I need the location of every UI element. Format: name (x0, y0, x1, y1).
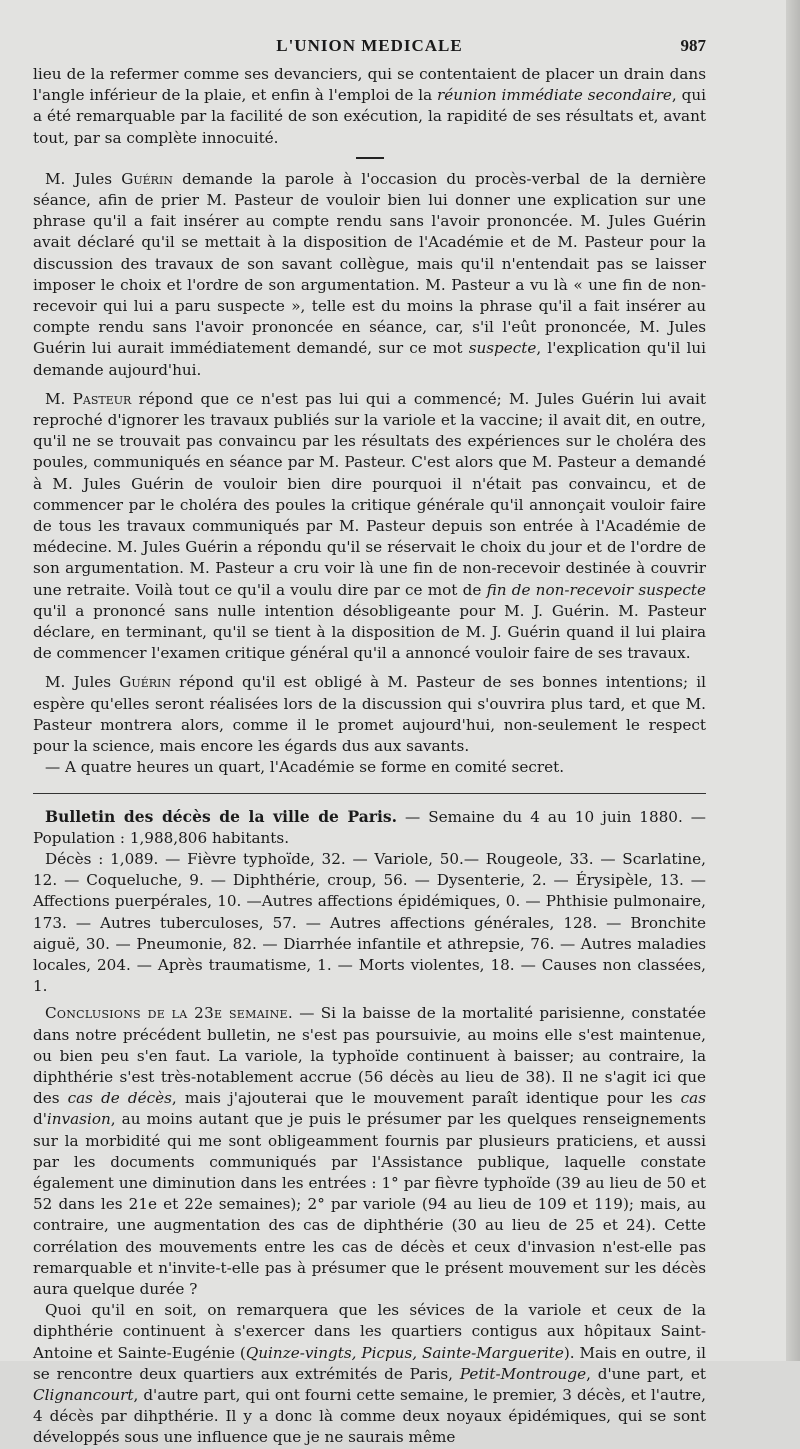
text-run: , au moins autant que je puis le présumer par les quelques renseignements sur la morbidité qui me sont obligeamment fournis par plusieurs praticiens, et aussi par les documents communiqués par l'Assistance publique, laquelle constate également une diminution dans les entrées : 1° par fièvre typhoïde (39 au lieu de 50 et 52 dans les 21e et 22e semaines); 2° par variole (94 au lieu de 109 et 119); mais, au contraire, une augmentation des cas de diphthérie (30 au lieu de 25 et 24). Cette corrélation des mouvements entre les cas de décès et ceux d'invasion n'est-elle pas remarquable et n'invite-t-elle pas à présumer que le présent mouvement sur les décès aura quelque durée ? (33, 1110, 706, 1298)
running-title: L'UNION MEDICALE (276, 36, 463, 55)
text-run: — Si la baisse de la mortalité parisienne, constatée dans notre précédent bulletin, ne s'est pas poursuivie, au moins elle s'est maintenue, ou bien peu s'en faut. La variole, la typhoïde continuent à baisser; au contraire, la diphthérie s'est très-notablement accrue (56 décès au lieu de 38). Il ne s'agit ici que des (33, 1004, 706, 1108)
bulletin-title: Bulletin des décès de la ville de Paris. (45, 806, 397, 826)
text-run: ). Mais en outre, il se rencontre deux quartiers aux extrémités de Paris, (33, 1343, 706, 1383)
text-run: lieu de la refermer comme ses devanciers, qui se contentaient de placer un drain dans l'angle inférieur de la plaie, et enfin à l'emploi de la (33, 65, 706, 105)
page-gutter (786, 0, 800, 1361)
italic-term: cas (680, 1089, 707, 1108)
text-run: , mais j'ajouterai que le mouvement paraît identique pour les (171, 1089, 681, 1108)
text-run: M. (45, 389, 73, 408)
paragraph-quarters (33, 1300, 706, 1448)
italic-term: suspecte (468, 339, 537, 358)
italic-term: réunion immédiate secondaire (437, 86, 672, 105)
speaker-name: Guérin (119, 673, 171, 692)
text-run: qu'il a prononcé sans nulle intention désobligeante pour M. J. Guérin. M. Pasteur déclare, en terminant, qu'il se tient à la disposition de M. J. Guérin quand il lui plaira de commencer l'examen critique général qu'il a annoncé vouloir faire de ses travaux. (33, 601, 706, 663)
bulletin-heading (33, 806, 706, 849)
horizontal-rule (33, 793, 706, 794)
text-run: répond qu'il est obligé à M. Pasteur de ses bonnes intentions; il espère qu'elles seront réalisées lors de la discussion qui s'ouvrira plus tard, et que M. Pasteur montrera alors, comme il le promet aujourd'hui, non-seulement le respect pour la science, mais encore les égards dus aux savants. (33, 673, 707, 756)
text-run: répond que ce n'est pas lui qui a commencé; M. Jules Guérin lui avait reproché d'ignorer les travaux publiés sur la variole et la vaccine; il avait dit, en outre, qu'il ne se trouvait pas convaincu par les résultats des expériences sur le choléra des poules, communiqués en séance par M. Pasteur. C'est alors que M. Pasteur a demandé à M. Jules Guérin de vouloir bien dire pourquoi il n'était pas convaincu, et de commencer par le choléra des poules la critique générale qu'il annonçait vouloir faire de tous les travaux communiqués par M. Pasteur depuis son entrée à l'Académie de médecine. M. Jules Guérin a répondu qu'il se réservait le choix du jour et de l'ordre de son argumentation. M. Pasteur a cru voir là une fin de non-recevoir destinée à couvrir une retraite. Voilà tout ce qu'il a voulu dire par ce mot de (33, 389, 706, 599)
section-separator (356, 157, 384, 159)
page-header (33, 28, 706, 64)
text-run: — Semaine du 4 au 10 juin 1880. — Population : 1,988,806 habitants. (33, 807, 706, 847)
italic-term: cas de décès (67, 1089, 172, 1108)
page-number: 987 (680, 36, 706, 55)
paragraph-guerin-request (33, 169, 706, 381)
text-run: Quoi qu'il en soit, on remarquera que les sévices de la variole et ceux de la diphthérie continuent à s'exercer dans les quartiers contigus aux hôpitaux Saint-Antoine et Sainte-Eugénie ( (33, 1301, 706, 1362)
italic-term: Petit-Montrouge (459, 1364, 587, 1383)
text-run: , l'explication qu'il lui demande aujourd'hui. (33, 339, 706, 379)
paragraph-guerin-reply (33, 672, 706, 757)
paragraph-secret-committee: — A quatre heures un quart, l'Académie se forme en comité secret. (45, 758, 565, 777)
italic-term: Quinze-vingts, Picpus, Sainte-Marguerite (245, 1343, 564, 1362)
text-run: , d'une part, et (586, 1364, 706, 1383)
italic-term: fin de non-recevoir suspecte (486, 580, 707, 599)
paragraph-pasteur-reply (33, 389, 706, 665)
italic-term: invasion (46, 1110, 111, 1129)
speaker-name: Guérin (121, 169, 173, 188)
speaker-name: Pasteur (72, 389, 132, 408)
text-run: demande la parole à l'occasion du procès-verbal de la dernière séance, afin de prier M. Pasteur de vouloir bien lui donner une explication sur une phrase qu'il a fait insérer au compte rendu sans l'avoir prononcée. M. Jules Guérin avait déclaré qu'il se mettait à la disposition de l'Académie et de M. Pasteur pour la discussion des travaux de son savant collègue, mais qu'il n'entendait pas se laisser imposer le choix et l'ordre de son argumentation. M. Pasteur a vu là « une fin de non-recevoir qui lui a paru suspecte », telle est du moins la phrase qu'il a fait insérer au compte rendu sans l'avoir prononcée en séance, car, s'il l'eût prononcée, M. Jules Guérin lui aurait immédiatement demandé, sur ce mot (33, 169, 706, 358)
italic-term: Clignancourt (33, 1385, 134, 1404)
body-text (33, 64, 706, 1449)
text-run: M. Jules (45, 673, 120, 692)
deaths-list: Décès : 1,089. — Fièvre typhoïde, 32. — Variole, 50.— Rougeole, 33. — Scarlatine, 12. — Coqueluche, 9. — Diphthérie, croup, 56. — Dysenterie, 2. — Érysipèle, 13. — Affections puerpérales, 10. —Autres affections épidémiques, 0. — Phthisie pulmonaire, 173. — Autres tuberculoses, 57. — Autres affections générales, 128. — Bronchite aiguë, 30. — Pneumonie, 82. — Diarrhée infantile et athrepsie, 76. — Autres maladies locales, 204. — Après traumatisme, 1. — Morts violentes, 18. — Causes non classées, 1. (33, 849, 706, 996)
text-run: , qui a été remarquable par la facilité de son exécution, la rapidité de ses résultats et, avant tout, par sa complète innocuité. (33, 86, 706, 147)
paragraph-conclusions (33, 1003, 706, 1300)
paragraph-closing-previous (33, 64, 706, 149)
text-run: , d'autre part, qui ont fourni cette semaine, le premier, 3 décès, et l'autre, 4 décès par dihpthérie. Il y a donc là comme deux noyaux épidémiques, qui se sont développés sous une influence que je ne saurais même (33, 1385, 706, 1447)
text-run: d' (33, 1110, 47, 1129)
text-run: M. Jules (45, 169, 122, 188)
conclusions-heading: Conclusions de la 23e semaine. (45, 1004, 293, 1023)
